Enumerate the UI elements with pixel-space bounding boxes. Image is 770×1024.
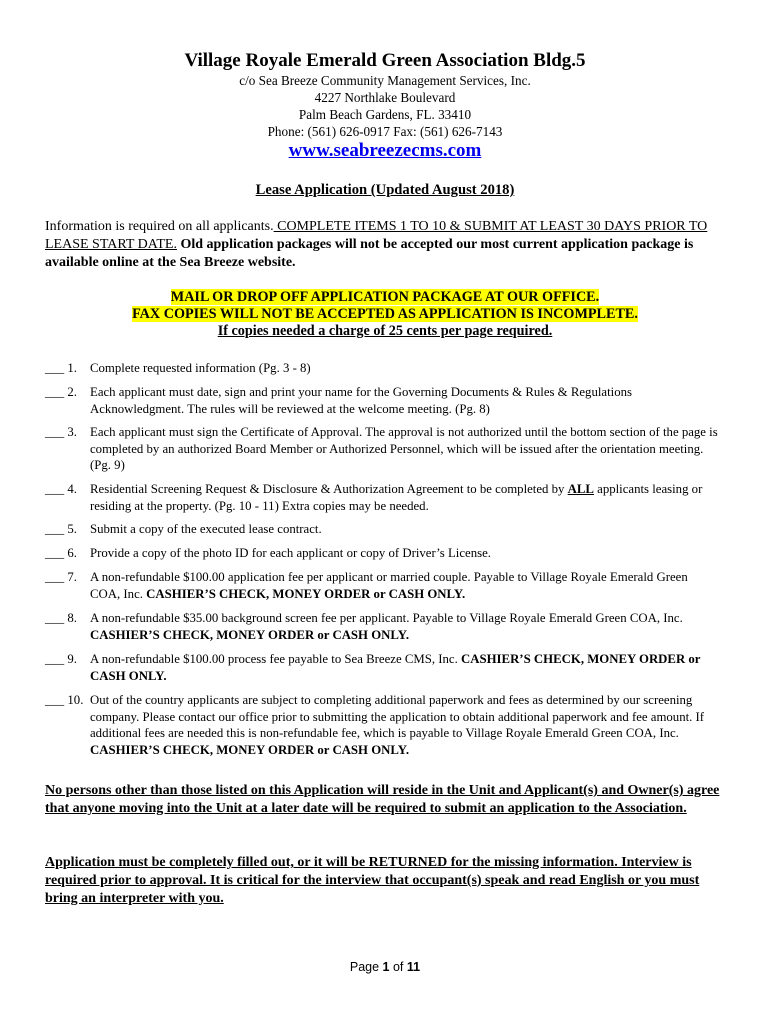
checkbox-blank: ___ 9. [45,652,77,666]
payment-terms: CASHIER’S CHECK, MONEY ORDER or CASH ONLY. [90,652,701,683]
checkbox-blank: ___ 7. [45,570,77,584]
item-text-part: Out of the country applicants are subject to completing additional paperwork and fees as determined by our screening company. Please contact our office prior to submitting the application to obtain additional paperwork and fee amount. If additional fees are needed this is non-refundable fee, which is payable to Village Royale Emerald Green COA, Inc. [90,693,705,740]
item-text [90,651,720,684]
website-link[interactable]: www.seabreezecms.com [288,140,482,161]
intro-underlined-text: COMPLETE ITEMS 1 TO 10 & SUBMIT AT LEAST 30 DAYS PRIOR TO LEASE START DATE. [45,219,708,252]
payment-terms: CASHIER’S CHECK, MONEY ORDER or CASH ONLY. [90,742,410,757]
care-of-line: c/o Sea Breeze Community Management Services, Inc. [239,73,531,88]
copies-charge-notice: If copies needed a charge of 25 cents per page required. [217,323,553,339]
mail-notice-text: MAIL OR DROP OFF APPLICATION PACKAGE AT OUR OFFICE. [170,289,600,305]
residency-agreement-notice: No persons other than those listed on this Application will reside in the Unit and Applicant(s) and Owner(s) agree that anyone moving into the Unit at a later date will be required to submit an application to the Association. [45,783,720,816]
item-text-part: A non-refundable $35.00 background screen fee per applicant. Payable to Village Royale Emerald Green COA, Inc. [90,611,683,625]
item-text [90,569,720,602]
page-number-footer [0,960,770,974]
item-text: Complete requested information (Pg. 3 - 8) [90,361,311,375]
of-word: of [392,960,404,974]
item-text [90,692,720,758]
intro-paragraph [45,218,735,272]
intro-plain-text: Information is required on all applicants. [45,219,274,234]
payment-terms: CASHIER’S CHECK, MONEY ORDER or CASH ONLY. [146,586,466,601]
page-current: 1 [382,960,390,974]
completion-interview-notice: Application must be completely filled out, or it will be RETURNED for the missing information. Interview is required prior to approval. It is critical for the interview that occupant(s) speak and read English or you must bring an interpreter with you. [45,855,700,906]
checkbox-blank: ___ 3. [45,425,77,439]
item-text-part: Residential Screening Request & Disclosure & Authorization Agreement to be completed by [90,482,568,496]
checkbox-blank: ___ 1. [45,361,77,375]
item-text: Each applicant must sign the Certificate of Approval. The approval is not authorized until the bottom section of the page is completed by an authorized Board Member or Authorized Personnel, which will be issued after the orientation meeting. (Pg. 9) [90,425,718,472]
checkbox-blank: ___ 5. [45,522,77,536]
fax-notice [0,306,770,323]
checkbox-blank: ___ 2. [45,385,77,399]
phone-fax-line: Phone: (561) 626-0917 Fax: (561) 626-7143 [267,124,503,139]
association-title: Village Royale Emerald Green Association Bldg.5 [184,50,586,71]
checkbox-blank: ___ 6. [45,546,77,560]
checkbox-blank: ___ 4. [45,482,77,496]
page-word: Page [349,960,380,974]
item-text: Provide a copy of the photo ID for each applicant or copy of Driver’s License. [90,546,491,560]
checkbox-blank: ___ 8. [45,611,77,625]
intro-bold-text: Old application packages will not be accepted our most current application package is available online at the Sea Breeze website. [45,237,694,270]
item-text: Each applicant must date, sign and print your name for the Governing Documents & Rules & Regulations Acknowledgment. The rules will be reviewed at the welcome meeting. (Pg. 8) [90,385,632,416]
street-address: 4227 Northlake Boulevard [314,90,456,105]
lease-application-heading: Lease Application (Updated August 2018) [255,182,515,198]
item-text [90,610,720,643]
payment-terms: CASHIER’S CHECK, MONEY ORDER or CASH ONLY. [90,627,410,642]
item-text-part: A non-refundable $100.00 application fee per applicant or married couple. Payable to Village Royale Emerald Green COA, Inc. [90,570,688,601]
fax-notice-text: FAX COPIES WILL NOT BE ACCEPTED AS APPLICATION IS INCOMPLETE. [132,306,638,322]
city-state-zip: Palm Beach Gardens, FL. 33410 [298,107,472,122]
item-text: Submit a copy of the executed lease contract. [90,522,322,536]
checkbox-blank: ___ 10. [45,693,84,707]
item-text-part: applicants leasing or residing at the property. (Pg. 10 - 11) Extra copies may be needed. [90,482,703,513]
item-text [90,481,720,514]
all-emphasis: ALL [567,482,594,496]
mail-notice [0,289,770,306]
item-text-part: A non-refundable $100.00 process fee payable to Sea Breeze CMS, Inc. [90,652,461,666]
page-total: 11 [406,960,421,974]
